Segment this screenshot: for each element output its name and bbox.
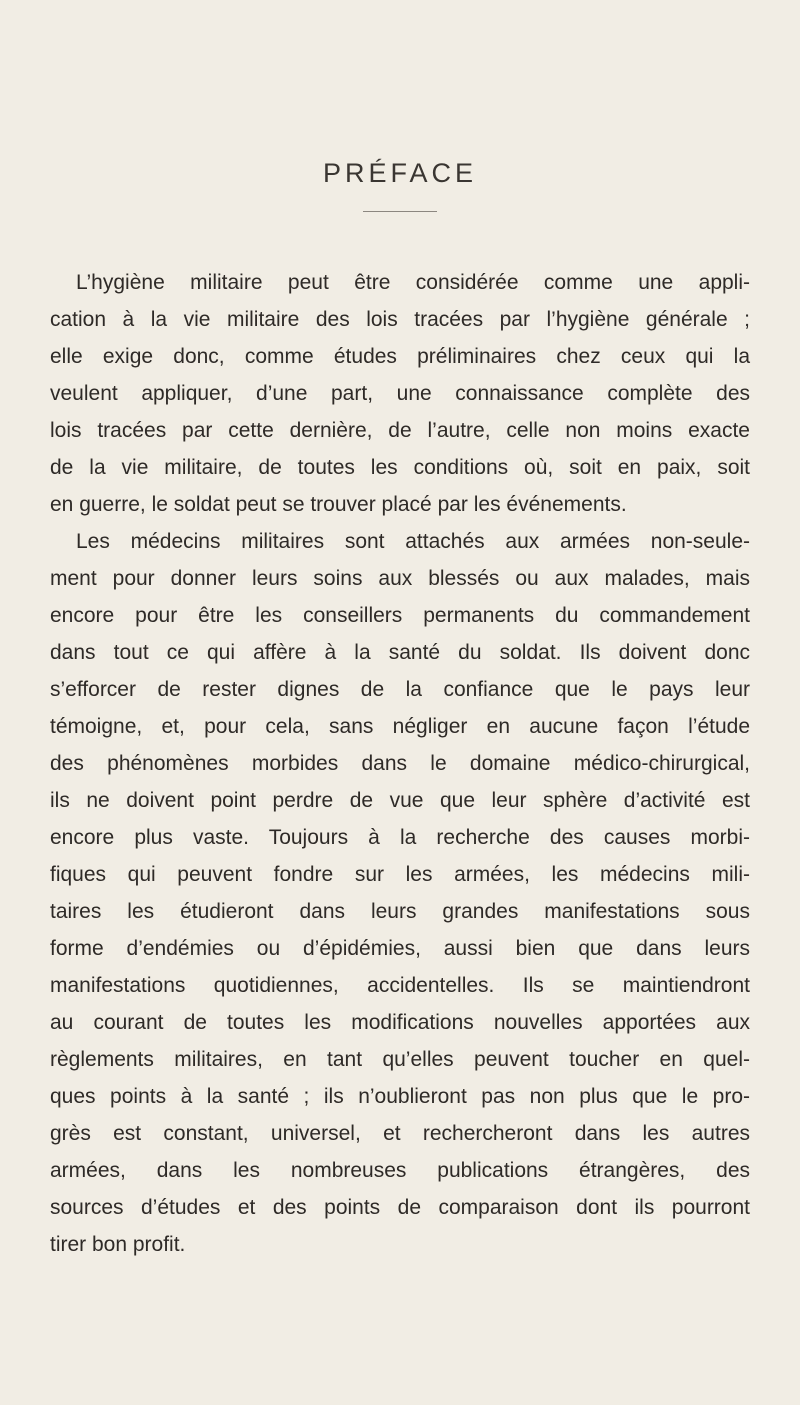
text-line: ils ne doivent point perdre de vue que leur sphère d’activité est xyxy=(50,789,750,812)
text-line: taires les étudieront dans leurs grandes manifestations sous xyxy=(50,900,750,923)
text-line: L’hygiène militaire peut être considérée comme une appli- xyxy=(76,271,750,294)
text-line: forme d’endémies ou d’épidémies, aussi bien que dans leurs xyxy=(50,937,750,960)
page-title: PRÉFACE xyxy=(322,158,478,188)
text-line: cation à la vie militaire des lois tracées par l’hygiène générale ; xyxy=(50,308,750,331)
preface-text xyxy=(50,264,750,1263)
text-line: au courant de toutes les modifications nouvelles apportées aux xyxy=(50,1011,750,1034)
text-line: de la vie militaire, de toutes les conditions où, soit en paix, soit xyxy=(50,456,750,479)
text-line: encore pour être les conseillers permanents du commandement xyxy=(50,604,750,627)
text-line: ment pour donner leurs soins aux blessés ou aux malades, mais xyxy=(50,567,750,590)
text-line: Les médecins militaires sont attachés aux armées non-seule- xyxy=(76,530,750,553)
title-divider xyxy=(363,211,437,212)
text-line: des phénomènes morbides dans le domaine médico-chirurgical, xyxy=(50,752,750,775)
text-line: témoigne, et, pour cela, sans négliger en aucune façon l’étude xyxy=(50,715,750,738)
text-line: tirer bon profit. xyxy=(50,1233,186,1256)
text-line: ques points à la santé ; ils n’oublieront pas non plus que le pro- xyxy=(50,1085,750,1108)
text-line: elle exige donc, comme études préliminaires chez ceux qui la xyxy=(50,345,750,368)
text-line: lois tracées par cette dernière, de l’autre, celle non moins exacte xyxy=(50,419,750,442)
text-line: grès est constant, universel, et rechercheront dans les autres xyxy=(50,1122,750,1145)
text-line: fiques qui peuvent fondre sur les armées, les médecins mili- xyxy=(50,863,750,886)
text-line: veulent appliquer, d’une part, une connaissance complète des xyxy=(50,382,750,405)
text-line: manifestations quotidiennes, accidentelles. Ils se maintiendront xyxy=(50,974,750,997)
text-line: règlements militaires, en tant qu’elles peuvent toucher en quel- xyxy=(50,1048,750,1071)
text-line: s’efforcer de rester dignes de la confiance que le pays leur xyxy=(50,678,750,701)
text-line: en guerre, le soldat peut se trouver placé par les événements. xyxy=(50,493,627,516)
text-line: sources d’études et des points de comparaison dont ils pourront xyxy=(50,1196,750,1219)
text-line: armées, dans les nombreuses publications étrangères, des xyxy=(50,1159,750,1182)
text-line: encore plus vaste. Toujours à la recherche des causes morbi- xyxy=(50,826,750,849)
text-line: dans tout ce qui affère à la santé du soldat. Ils doivent donc xyxy=(50,641,750,664)
